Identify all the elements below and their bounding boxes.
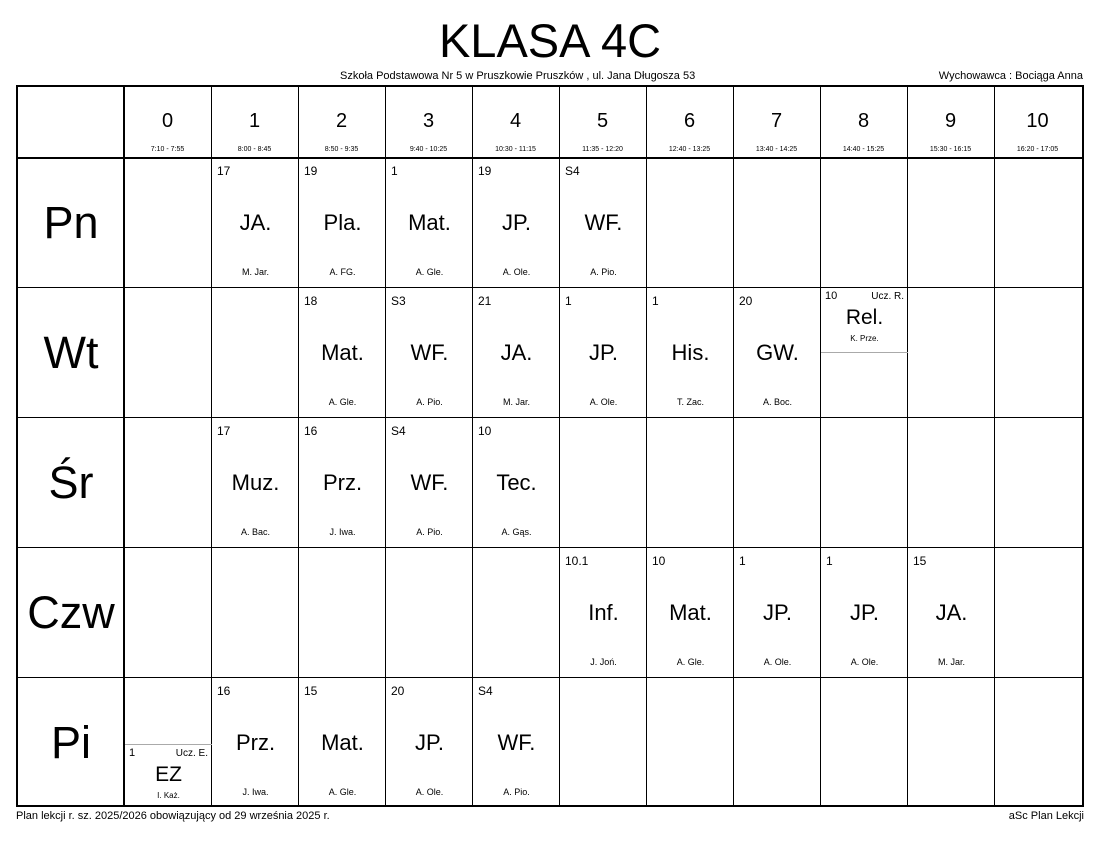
teacher-name: A. Pio. [590, 267, 617, 277]
subject-name: JA. [500, 340, 533, 365]
room-number: 15 [913, 554, 927, 568]
page-title: KLASA 4C [438, 14, 662, 67]
teacher-name: J. Joń. [590, 657, 617, 667]
room-number: 20 [739, 294, 753, 308]
lesson-cell[interactable] [386, 678, 473, 808]
school-name: Szkoła Podstawowa Nr 5 w Pruszkowie Pruszków , ul. Jana Długosza 53 [340, 70, 696, 82]
column-divider [907, 87, 908, 805]
period-time: 8:00 - 8:45 [237, 146, 272, 153]
period-number: 5 [596, 110, 609, 132]
teacher-name: A. Gle. [415, 267, 444, 277]
lesson-cell[interactable] [212, 678, 299, 808]
teacher-name: A. Pio. [416, 397, 443, 407]
subject-name: Muz. [231, 470, 280, 495]
room-number: 1 [565, 294, 572, 308]
subject-name: WF. [584, 210, 623, 235]
day-label: Śr [48, 457, 94, 508]
period-number: 7 [770, 110, 783, 132]
footer-validity: Plan lekcji r. sz. 2025/2026 obowiązujący od 29 września 2025 r. [16, 810, 330, 822]
period-number: 8 [857, 110, 870, 132]
subject-name: Rel. [845, 306, 884, 329]
room-number: 1 [739, 554, 746, 568]
lesson-cell[interactable] [473, 418, 560, 548]
room-number: 18 [304, 294, 318, 308]
subject-name: Mat. [408, 210, 451, 235]
room-number: 1 [652, 294, 659, 308]
subject-name: Mat. [321, 730, 364, 755]
day-label: Czw [27, 587, 115, 638]
lesson-cell[interactable] [299, 288, 386, 418]
teacher-name: A. Ole. [763, 657, 792, 667]
lesson-cell[interactable] [473, 158, 560, 288]
column-divider [733, 87, 734, 805]
period-number: 0 [161, 110, 174, 132]
period-number: 10 [1026, 110, 1049, 132]
period-time: 14:40 - 15:25 [842, 146, 885, 153]
subject-name: JP. [763, 600, 792, 625]
period-header-6 [646, 87, 733, 159]
lesson-cell-split[interactable] [821, 288, 908, 353]
period-header-1 [211, 87, 298, 159]
lesson-cell[interactable] [212, 418, 299, 548]
subject-name: JP. [502, 210, 531, 235]
teacher-name: M. Jar. [937, 657, 965, 667]
subject-name: Pla. [323, 210, 362, 235]
lesson-cell[interactable] [734, 288, 821, 418]
period-header-8 [820, 87, 907, 159]
period-time: 8:50 - 9:35 [324, 146, 359, 153]
room-number: 20 [391, 684, 405, 698]
teacher-name: A. Boc. [762, 397, 792, 407]
teacher-name: A. Pio. [503, 787, 530, 797]
group-label: Ucz. R. [871, 291, 904, 302]
lesson-cell[interactable] [908, 548, 995, 678]
subject-name: WF. [410, 470, 449, 495]
period-time: 9:40 - 10:25 [409, 146, 448, 153]
room-number: 10 [478, 424, 492, 438]
period-header-2 [298, 87, 385, 159]
lesson-cell[interactable] [386, 288, 473, 418]
subject-name: JA. [239, 210, 272, 235]
period-time: 7:10 - 7:55 [150, 146, 185, 153]
subject-name: WF. [410, 340, 449, 365]
teacher-name: A. Pio. [416, 527, 443, 537]
teacher-name: J. Iwa. [329, 527, 356, 537]
teacher-name: K. Prze. [850, 334, 879, 343]
column-divider [820, 87, 821, 805]
room-number: 19 [478, 164, 492, 178]
period-header-9 [907, 87, 994, 159]
homeroom-teacher: Wychowawca : Bociąga Anna [938, 70, 1083, 82]
teacher-name: A. FG. [329, 267, 356, 277]
room-number: 1 [129, 747, 136, 759]
day-label: Pn [43, 197, 99, 248]
room-number: 10.1 [565, 554, 589, 568]
room-number: 1 [826, 554, 833, 568]
subject-name: WF. [497, 730, 536, 755]
period-time: 10:30 - 11:15 [495, 146, 536, 153]
lesson-cell[interactable] [473, 678, 560, 808]
room-number: 16 [304, 424, 318, 438]
period-header-10 [994, 87, 1081, 159]
period-number: 9 [944, 110, 957, 132]
room-number: 17 [217, 164, 231, 178]
subject-name: JP. [415, 730, 444, 755]
teacher-name: A. Ole. [589, 397, 618, 407]
period-number: 4 [509, 110, 522, 132]
subject-name: Inf. [588, 600, 619, 625]
lesson-cell[interactable] [560, 158, 647, 288]
period-header-3 [385, 87, 472, 159]
teacher-name: J. Iwa. [242, 787, 269, 797]
lesson-cell-split[interactable] [125, 744, 212, 809]
room-number: S4 [565, 164, 580, 178]
lesson-cell[interactable] [560, 288, 647, 418]
lesson-cell[interactable] [299, 158, 386, 288]
teacher-name: A. Ole. [850, 657, 879, 667]
teacher-name: M. Jar. [502, 397, 530, 407]
room-number: 10 [825, 290, 838, 302]
teacher-name: A. Ole. [502, 267, 531, 277]
subject-name: Tec. [496, 470, 537, 495]
room-number: S4 [391, 424, 406, 438]
room-number: 15 [304, 684, 318, 698]
lesson-cell[interactable] [734, 548, 821, 678]
period-time: 13:40 - 14:25 [755, 146, 798, 153]
subject-name: JP. [589, 340, 618, 365]
timetable-grid [16, 85, 1084, 807]
teacher-name: A. Gle. [328, 787, 357, 797]
lesson-cell[interactable] [299, 418, 386, 548]
period-header-5 [559, 87, 646, 159]
period-header-4 [472, 87, 559, 159]
teacher-name: A. Gąs. [501, 527, 532, 537]
teacher-name: T. Zac. [676, 397, 704, 407]
group-label: Ucz. E. [175, 748, 208, 759]
subject-name: Mat. [669, 600, 712, 625]
room-number: 1 [391, 164, 398, 178]
teacher-name: A. Ole. [415, 787, 444, 797]
period-time: 16:20 - 17:05 [1016, 146, 1059, 153]
room-number: 16 [217, 684, 231, 698]
period-number: 2 [335, 110, 348, 132]
day-label: Pi [50, 717, 91, 768]
lesson-cell[interactable] [560, 548, 647, 678]
subject-name: GW. [756, 340, 799, 365]
column-divider [994, 87, 995, 805]
footer-software: aSc Plan Lekcji [1008, 810, 1084, 822]
teacher-name: A. Gle. [676, 657, 705, 667]
room-number: 21 [478, 294, 492, 308]
subject-name: EZ [155, 763, 182, 786]
subject-name: Prz. [322, 470, 363, 495]
lesson-cell[interactable] [386, 158, 473, 288]
lesson-cell[interactable] [473, 288, 560, 418]
room-number: S4 [478, 684, 493, 698]
period-header-0 [124, 87, 211, 159]
day-label: Wt [43, 327, 99, 378]
period-header-7 [733, 87, 820, 159]
period-time: 11:35 - 12:20 [582, 146, 623, 153]
subject-name: JP. [850, 600, 879, 625]
subject-name: JA. [935, 600, 968, 625]
period-number: 3 [422, 110, 435, 132]
teacher-name: M. Jar. [241, 267, 269, 277]
lesson-cell[interactable] [299, 678, 386, 808]
lesson-cell[interactable] [212, 158, 299, 288]
period-time: 15:30 - 16:15 [929, 146, 972, 153]
period-number: 6 [683, 110, 696, 132]
lesson-cell[interactable] [386, 418, 473, 548]
subject-name: Mat. [321, 340, 364, 365]
teacher-name: I. Każ. [157, 791, 180, 800]
period-number: 1 [248, 110, 261, 132]
lesson-cell[interactable] [647, 548, 734, 678]
subject-name: His. [671, 340, 710, 365]
teacher-name: A. Bac. [240, 527, 270, 537]
lesson-cell[interactable] [821, 548, 908, 678]
room-number: S3 [391, 294, 406, 308]
room-number: 10 [652, 554, 666, 568]
room-number: 17 [217, 424, 231, 438]
lesson-cell[interactable] [647, 288, 734, 418]
period-time: 12:40 - 13:25 [668, 146, 711, 153]
teacher-name: A. Gle. [328, 397, 357, 407]
room-number: 19 [304, 164, 318, 178]
subject-name: Prz. [235, 730, 276, 755]
